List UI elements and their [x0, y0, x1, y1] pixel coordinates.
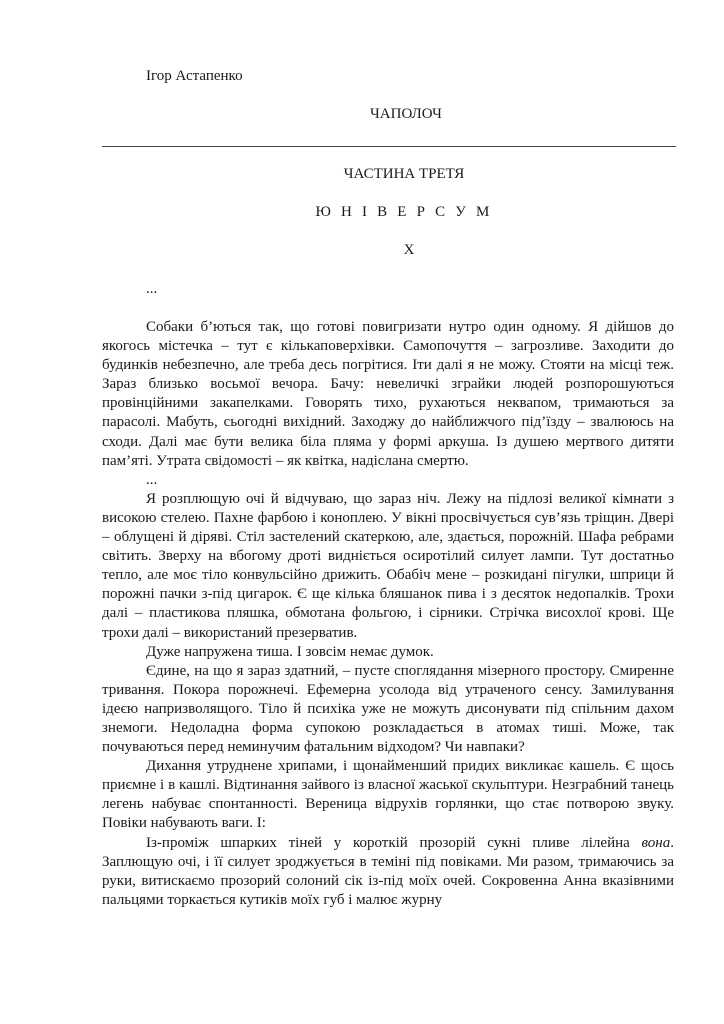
author-name: Ігор Астапенко: [146, 68, 243, 84]
book-title: ЧАПОЛОЧ: [370, 106, 442, 122]
emphasized-word: вона: [641, 834, 671, 851]
paragraph: Дихання утруднене хрипами, і щонайменший придих викликає кашель. Є щось приємне і в кашлі. Відтинання зайвого із власної жаської скульптури. Незграбний танець легень набуває спонтанності. Вереница відрухів горлянки, що стає потворою звуку. Повіки набувають ваги. І:: [102, 758, 674, 832]
header-divider: [102, 146, 676, 147]
ellipsis-marker: ...: [146, 471, 158, 488]
paragraph: Дуже напружена тиша. І зовсім немає думок.: [146, 643, 434, 660]
paragraph: Я розплющую очі й відчуваю, що зараз ніч. Лежу на підлозі великої кімнати з високою стелею. Пахне фарбою і коноплею. У вікні просвічується сув’язь тріщин. Двері – облущені й діряві. Стіл застелений скатеркою, але, здається, порожній. Шафа ребрами світить. Зверху на вбогому дроті видніється осиротілий силует лампи. Тут достатньо тепло, але моє тіло конвульсійно дрижить. Обабіч мене – розкидані пігулки, шприци й порожні пачки з-під цигарок. Є ще кілька бляшанок пива і з десяток недопалків. Трохи далі – пластикова пляшка, обмотана фольгою, і сірники. Стрічка висохлої крові. Ще трохи далі – використаний презерватив.: [102, 490, 674, 641]
section-heading: Ю Н І В Е Р С У М: [315, 204, 493, 220]
paragraph: Собаки б’ються так, що готові повигризати нутро один одному. Я дійшов до якогось містечка – тут є кількаповерхівки. Самопочуття – загрозливе. Заходити до будинків небезпечно, але треба десь погрітися. Іти далі я не можу. Стояти на місці теж. Зараз близько восьмої вечора. Бачу: невеличкі зграйки людей розпорошуються провінційними закапелками. Говорять тихо, рухаються неквапом, тримаються за парасолі. Мабуть, сьогодні вихідний. Заходжу до найближчого під’їзду – звалююсь на сходи. Далі має бути велика біла пляма у формі аркуша. Із душею мертвого дитяти пам’яті. Утрата свідомості – як квітка, надіслана смертю.: [102, 319, 674, 469]
chapter-number: X: [403, 242, 415, 258]
paragraph-text: . Заплющую очі, і її силует зроджується в теміні під повіками. Ми разом, тримаючись за руки, витискаємо прозорий солоний сік із-під моїх очей. Сокровенна Анна вказівними пальцями торкається кутиків моїх губ і малює журну: [102, 834, 674, 908]
part-heading: ЧАСТИНА ТРЕТЯ: [343, 166, 465, 182]
ellipsis-marker: ...: [146, 281, 158, 297]
paragraph: [102, 834, 674, 910]
paragraph-text: Із-проміж шпарких тіней у короткій прозорій сукні пливе лілейна: [146, 834, 642, 851]
body-text: [102, 318, 674, 910]
paragraph: Єдине, на що я зараз здатний, – пусте споглядання мізерного простору. Смиренне тривання. Покора порожнечі. Ефемерна усолода від утраченого сенсу. Замилування ідеєю напризволящого. Тіло й психіка уже не можуть дисонувати під спільним дахом знемоги. Недоладна форма супокою розкладається в атомах тиші. Може, так почуваються перед неминучим фатальним відходом? Чи навпаки?: [102, 662, 674, 756]
